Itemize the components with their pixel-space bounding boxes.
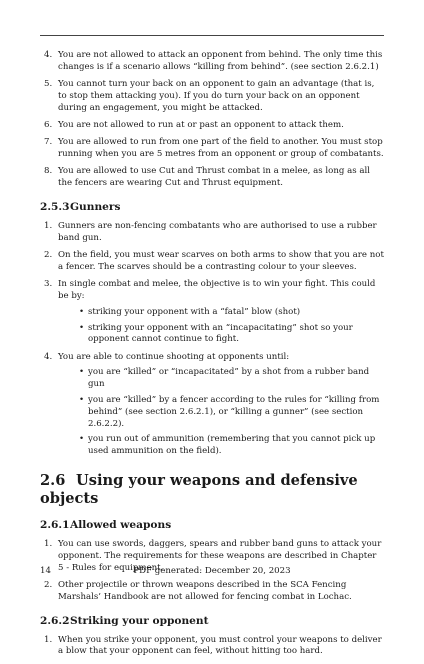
list-item: 1. When you strike your opponent, you must control your weapons to deliver a blow that your opponent can feel, without hitting too hard. — [44, 634, 382, 657]
section-heading-allowed-weapons: 2.6.1Allowed weapons — [40, 519, 172, 532]
list-item: 7. You are allowed to run from one part of the field to another. You must stop running when you are 5 metres from an opponent or group of combatants. — [44, 137, 384, 160]
list-item: 2. Other projectile or thrown weapons described in the SCA Fencing Marshals’ Handbook are not allowed for fencing combat in Lochac. — [44, 579, 352, 602]
list-item: 3. In single combat and melee, the objective is to win your fight. This could be by: • striking your opponent with a “fatal” blow (shot) • striking your opponent with an “incapacitating” shot so your opponent cannot continue to fight. — [40, 279, 384, 346]
list-item: 2. On the field, you must wear scarves on both arms to show that you are not a fencer. The scarves should be a contrasting colour to your sleeves. — [44, 250, 384, 272]
bullet-list — [58, 367, 384, 458]
bullet-icon: • — [79, 322, 85, 333]
generated-date: PDF generated: December 20, 2023 — [133, 566, 291, 576]
list-item: 5. You cannot turn your back on an opponent to gain an advantage (that is, to stop them attacking you). If you do turn your back on an opponent during an engagement, you might be attacked. — [44, 79, 375, 113]
bullet-icon: • — [79, 434, 85, 445]
section-heading-gunners: 2.5.3Gunners — [40, 200, 121, 213]
bullet-icon: • — [79, 367, 85, 378]
list-item: 4. You are able to continue shooting at opponents until: • you are “killed” or “incapacitated” by a shot from a rubber band gun • you are “killed” by a fencer according to the rules for “killing from behind” (see section 2.6.2.1), or “killing a gunner” (see section 2.6.2.2). • you run out of ammunition (remembering that you cannot pick up used ammunition on the field). — [40, 352, 384, 458]
page-number: 14 — [40, 566, 51, 576]
header-rule — [40, 35, 384, 36]
bullet-list — [58, 307, 384, 346]
bullet-item: • you are “killed” by a fencer according to the rules for “killing from behind” (see section 2.6.2.1), or “killing a gunner” (see section 2.6.2.2). — [79, 395, 380, 429]
bullet-item: • you run out of ammunition (remembering that you cannot pick up used ammunition on the field). — [79, 434, 376, 457]
bullet-item: • you are “killed” or “incapacitated” by a shot from a rubber band gun — [79, 367, 370, 390]
rules-list-continued — [40, 50, 384, 190]
list-item: 6. You are not allowed to run at or past an opponent to attack them. — [44, 119, 344, 130]
section-heading-using-weapons: 2.6 Using your weapons and defensive objects — [40, 472, 358, 508]
bullet-icon: • — [79, 395, 85, 406]
bullet-item: • striking your opponent with an “incapacitating” shot so your opponent cannot continue to fight. — [79, 322, 353, 345]
list-item: 1. You can use swords, daggers, spears and rubber band guns to attack your opponent. The requirements for these weapons are described in Chapter 5 - Rules for equipment. — [44, 539, 382, 573]
list-item: 4. You are not allowed to attack an opponent from behind. The only time this changes is if a scenario allows “killing from behind”. (see section 2.6.2.1) — [44, 50, 383, 72]
striking-list — [40, 635, 384, 659]
bullet-item: • striking your opponent with a “fatal” blow (shot) — [79, 306, 301, 317]
gunners-list — [40, 221, 384, 458]
list-item: 8. You are allowed to use Cut and Thrust combat in a melee, as long as all the fencers are wearing Cut and Thrust equipment. — [44, 166, 370, 189]
section-heading-striking: 2.6.2Striking your opponent — [40, 614, 209, 627]
bullet-icon: • — [79, 306, 85, 317]
list-item: 1. Gunners are non-fencing combatants who are authorised to use a rubber band gun. — [44, 220, 377, 243]
